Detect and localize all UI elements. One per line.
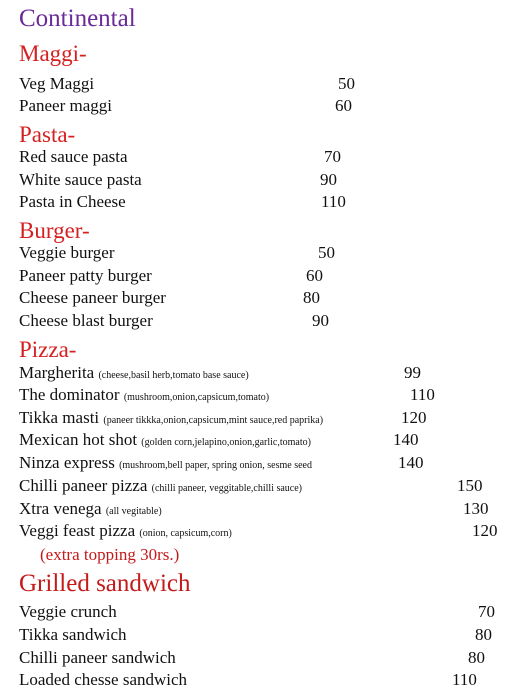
item-name: Paneer maggi — [19, 96, 112, 115]
item-name: Mexican hot shot — [19, 430, 138, 449]
pizza-row — [19, 409, 323, 426]
item-name: Red sauce pasta — [19, 147, 128, 166]
item-name: Chilli paneer sandwich — [19, 648, 176, 667]
item-price: 130 — [463, 499, 489, 518]
item-name: Veggie burger — [19, 243, 115, 262]
section-heading-burger: Burger- — [19, 218, 90, 243]
item-price: 70 — [478, 602, 495, 621]
item-price: 90 — [320, 170, 337, 189]
item-name: Cheese paneer burger — [19, 288, 166, 307]
item-description: (chilli paneer, veggitable,chilli sauce) — [151, 483, 303, 494]
item-name: Margherita — [19, 363, 95, 382]
extra-topping-note: (extra topping 30rs.) — [40, 545, 180, 564]
item-price: 60 — [306, 266, 323, 285]
item-description: (onion, capsicum,corn) — [139, 528, 232, 539]
item-name: The dominator — [19, 385, 120, 404]
item-name: Veggi feast pizza — [19, 521, 136, 540]
item-price: 120 — [472, 521, 498, 540]
item-price: 140 — [393, 430, 419, 449]
item-price: 110 — [452, 670, 477, 689]
item-description: (paneer tikkka,onion,capsicum,mint sauce,red paprika) — [103, 415, 324, 426]
item-description: (golden corn,jelapino,onion,garlic,tomato) — [141, 437, 311, 448]
pizza-row — [19, 477, 302, 494]
item-price: 70 — [324, 147, 341, 166]
item-name: Paneer patty burger — [19, 266, 152, 285]
item-price: 80 — [475, 625, 492, 644]
item-price: 110 — [410, 385, 435, 404]
item-price: 50 — [338, 74, 355, 93]
item-name: Veggie crunch — [19, 602, 117, 621]
item-price: 150 — [457, 476, 483, 495]
item-name: Veg Maggi — [19, 74, 95, 93]
item-description: (cheese,basil herb,tomato base sauce) — [98, 370, 249, 381]
item-name: Tikka masti — [19, 408, 100, 427]
item-price: 80 — [303, 288, 320, 307]
item-name: Pasta in Cheese — [19, 192, 126, 211]
item-price: 120 — [401, 408, 427, 427]
item-description: (mushroom,onion,capsicum,tomato) — [123, 392, 270, 403]
section-heading-maggi: Maggi- — [19, 41, 87, 66]
item-name: Chilli paneer pizza — [19, 476, 148, 495]
pizza-row — [19, 364, 249, 381]
item-price: 90 — [312, 311, 329, 330]
item-price: 50 — [318, 243, 335, 262]
section-heading-pasta: Pasta- — [19, 122, 76, 147]
pizza-row — [19, 522, 232, 539]
item-description: (mushroom,bell paper, spring onion, sesme seed — [119, 460, 312, 471]
pizza-row — [19, 431, 311, 448]
item-name: Tikka sandwich — [19, 625, 127, 644]
item-name: Cheese blast burger — [19, 311, 153, 330]
item-price: 80 — [468, 648, 485, 667]
menu-title: Continental — [19, 5, 136, 32]
item-price: 99 — [404, 363, 421, 382]
pizza-row — [19, 386, 269, 403]
item-price: 140 — [398, 453, 424, 472]
item-description: (all vegitable) — [105, 506, 162, 517]
pizza-row — [19, 454, 312, 471]
item-name: White sauce pasta — [19, 170, 142, 189]
item-name: Loaded chesse sandwich — [19, 670, 188, 689]
item-price: 110 — [321, 192, 346, 211]
pizza-row — [19, 500, 162, 517]
item-price: 60 — [335, 96, 352, 115]
section-heading-grilled-sandwich: Grilled sandwich — [19, 570, 191, 597]
section-heading-pizza: Pizza- — [19, 337, 77, 362]
item-name: Xtra venega — [19, 499, 102, 518]
item-name: Ninza express — [19, 453, 115, 472]
